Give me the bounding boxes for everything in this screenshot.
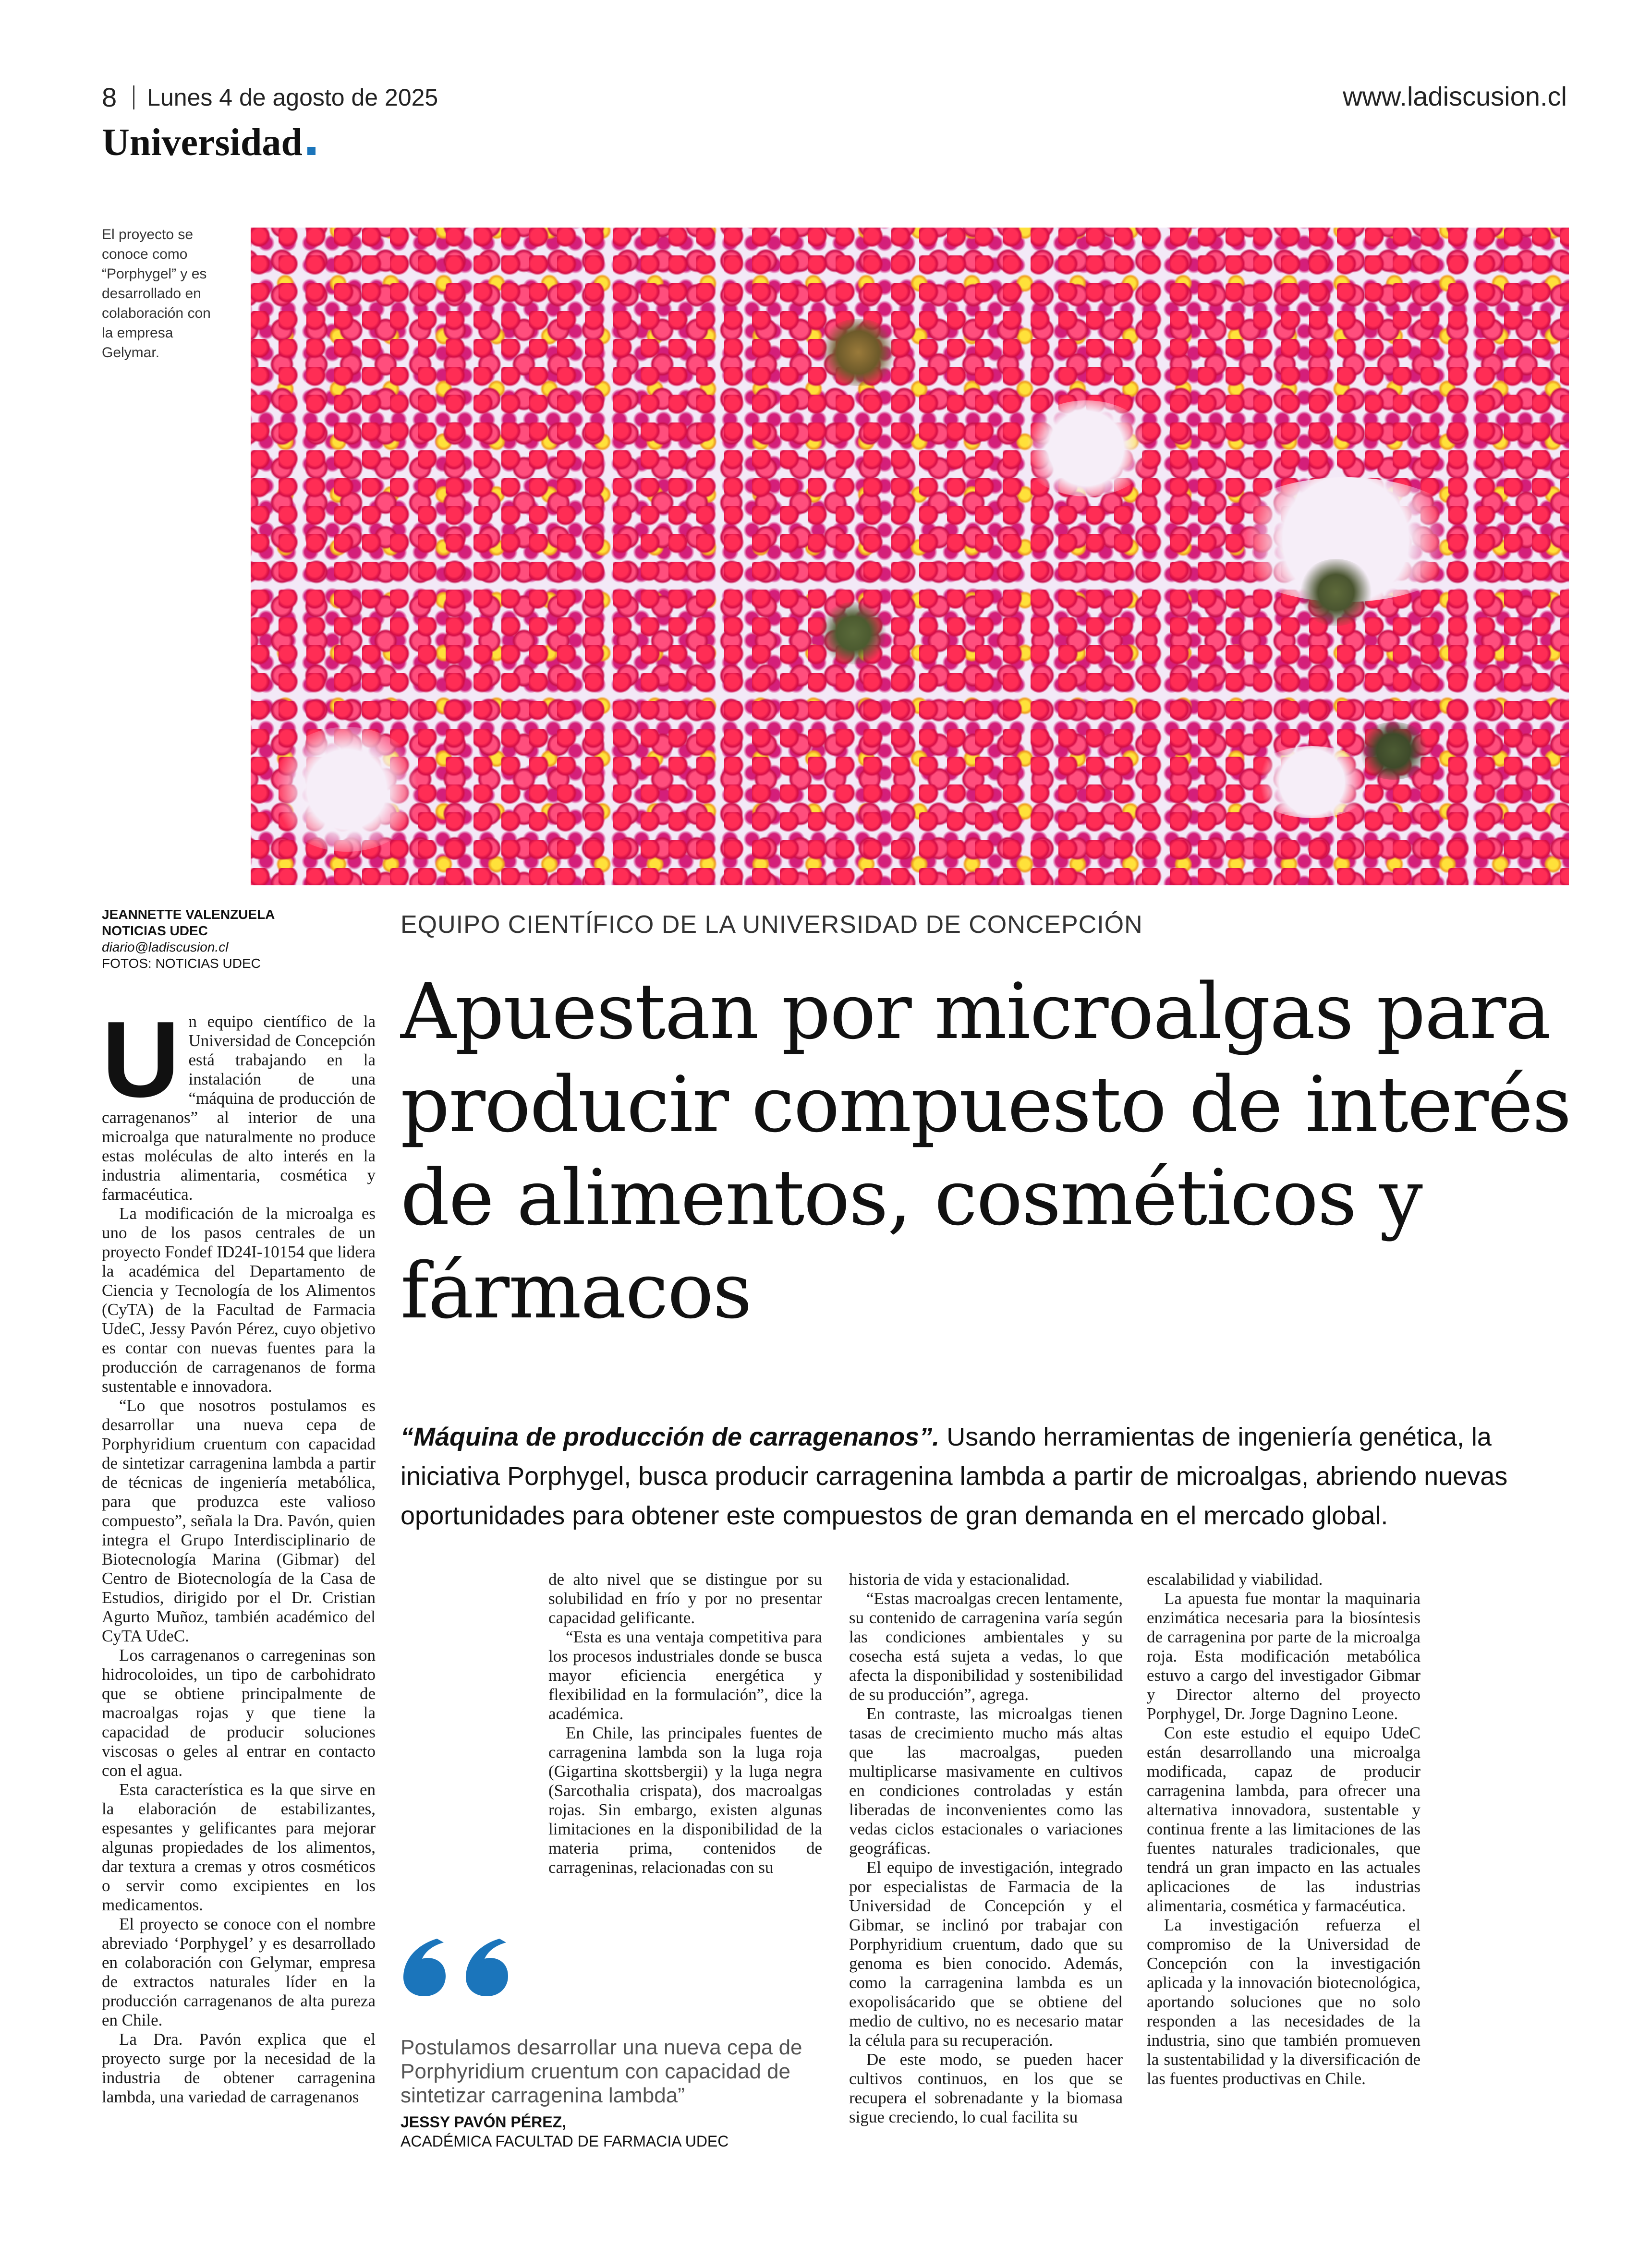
- paragraph: En Chile, las principales fuentes de carragenina lambda son la luga roja (Gigartina skottsbergii) y la luga negra (Sarcothalia crispata), dos macroalgas rojas. Sin embargo, existen algunas limitaciones en la disponibilidad de la materia prima, contenidos de carrageninas, relacionadas con su: [548, 1724, 822, 1877]
- paragraph: La apuesta fue montar la maquinaria enzimática necesaria para la biosíntesis de carragenina por parte de la microalga roja. Esta modificación metabólica estuvo a cargo del investigador Gibmar y Director alterno del proyecto Porphygel, Dr. Jorge Dagnino Leone.: [1147, 1589, 1420, 1723]
- paragraph: n equipo científico de la Universidad de Concepción está trabajando en la instalación de una “máquina de producción de carragenanos” al interior de una microalga que naturalmente no produce estas moléculas de alto interés en la industria alimentaria, cosmética y farmacéutica.: [102, 1012, 376, 1204]
- article-headline: Apuestan por microalgas para producir compuesto de interés de alimentos, cosméticos y fármacos: [401, 966, 1571, 1336]
- website-link[interactable]: www.ladiscusion.cl: [1343, 81, 1567, 111]
- deck-lead: “Máquina de producción de carragenanos”.: [401, 1423, 940, 1451]
- byline: [102, 906, 275, 972]
- paragraph: De este modo, se pueden hacer cultivos continuos, en los que se recupera el sobrenadante y la biomasa sigue creciendo, lo cual facilita su: [849, 2050, 1123, 2126]
- microalgae-photo: [251, 228, 1569, 885]
- section-title: [102, 121, 316, 165]
- cell-cluster: [817, 602, 889, 664]
- article-kicker: EQUIPO CIENTÍFICO DE LA UNIVERSIDAD DE CONCEPCIÓN: [401, 911, 1143, 939]
- page-folio: [102, 82, 438, 113]
- paragraph: El equipo de investigación, integrado por especialistas de Farmacia de la Universidad de Concepción y el Gibmar, se inclinó por trabajar con Porphyridium cruentum, dado que su genoma es bien conocido. Además, como la carragenina lambda es un exopolisácarido que se obtiene del medio de cultivo, no es necesario matar la célula para su recuperación.: [849, 1858, 1123, 2050]
- paragraph: Con este estudio el equipo UdeC están desarrollando una microalga modificada, capaz de producir carragenina lambda, para ofrecer una alternativa innovadora, sustentable y continua frente a las limitaciones de las fuentes naturales tradicionales, que tendrá un gran impacto en las actuales aplicaciones de las industrias alimentaria, cosmética y farmacéutica.: [1147, 1724, 1420, 1915]
- drop-cap: U: [102, 999, 180, 1120]
- paragraph: escalabilidad y viabilidad.: [1147, 1570, 1323, 1589]
- quote-mark-left: [403, 1939, 446, 1996]
- deck-text: Usando herramientas de ingeniería genética, la iniciativa Porphygel, busca producir carragenina lambda a partir de microalgas, abriendo nuevas oportunidades para obtener este compuestos de gran demanda en el mercado global.: [401, 1423, 1508, 1530]
- paragraph: Esta característica es la que sirve en la elaboración de estabilizantes, espesantes y gelificantes para mejorar algunas propiedades de los alimentos, dar textura a cremas y otros cosméticos o servir como excipientes en los medicamentos.: [102, 1780, 376, 1914]
- paragraph: La modificación de la microalga es uno de los pasos centrales de un proyecto Fondef ID24I-10154 que lidera la académica del Departamento de Ciencia y Tecnología de los Alimentos (CyTA) de la Facultad de Farmacia UdeC, Jessy Pavón Pérez, cuyo objetivo es contar con nuevas fuentes para la producción de carragenanos de forma sustentable e innovadora.: [102, 1204, 376, 1396]
- cell-cluster: [1355, 722, 1432, 780]
- paragraph: “Esta es una ventaja competitiva para los procesos industriales donde se busca mayor eficiencia energética y flexibilidad en la formulación”, dice la académica.: [548, 1628, 822, 1723]
- byline-outlet: NOTICIAS UDEC: [102, 923, 208, 938]
- cell-cluster: [817, 319, 899, 386]
- quote-author: JESSY PAVÓN PÉREZ,: [401, 2113, 566, 2131]
- paragraph: historia de vida y estacionalidad.: [849, 1570, 1070, 1589]
- article-column-4: [1147, 1570, 1420, 2088]
- article-column-2: [548, 1570, 822, 1877]
- pull-quote-attribution: [401, 2112, 728, 2151]
- page-number: 8: [102, 82, 117, 112]
- quote-author-role: ACADÉMICA FACULTAD DE FARMACIA UDEC: [401, 2133, 729, 2150]
- article-deck: [401, 1417, 1582, 1535]
- paragraph: El proyecto se conoce con el nombre abreviado ‘Porphygel’ y es desarrollado en colaboración con Gelymar, empresa de extractos naturales líder en la producción carragenanos de alta pureza en Chile.: [102, 1915, 376, 2029]
- cell-cluster: [1298, 559, 1374, 626]
- section-label: Universidad: [102, 121, 303, 164]
- quote-marks-icon: [400, 1930, 529, 1997]
- quote-marks-svg: [400, 1930, 529, 1997]
- cell-cluster: [1019, 400, 1153, 496]
- pull-quote-text: Postulamos desarrollar una nueva cepa de Porphyridium cruentum con capacidad de sintetizar carragenina lambda”: [401, 2036, 802, 2107]
- quote-mark-right: [466, 1939, 508, 1996]
- paragraph: La Dra. Pavón explica que el proyecto surge por la necesidad de la industria de obtener carragenina lambda, una variedad de carragenanos: [102, 2030, 376, 2106]
- byline-author: JEANNETTE VALENZUELA: [102, 907, 275, 922]
- paragraph: Los carragenanos o carregeninas son hidrocoloides, un tipo de carbohidrato que se obtiene principalmente de macroalgas rojas y que tiene la capacidad de producir soluciones viscosas o geles al entrar en contacto con el agua.: [102, 1646, 376, 1780]
- section-dot-icon: [307, 147, 316, 155]
- article-column-3: [849, 1570, 1123, 2127]
- issue-date: Lunes 4 de agosto de 2025: [147, 84, 438, 111]
- byline-photo-credit: FOTOS: NOTICIAS UDEC: [102, 956, 261, 971]
- paragraph: La investigación refuerza el compromiso de la Universidad de Concepción con la investigación aplicada y la innovación biotecnológica, aportando soluciones que no solo responden a las necesidades de la industria, sino que también promueven la sustentabilidad y la diversificación de las fuentes productivas en Chile.: [1147, 1916, 1420, 2088]
- folio-divider: [133, 85, 134, 109]
- paragraph: de alto nivel que se distingue por su solubilidad en frío y por no presentar capacidad gelificante.: [548, 1570, 822, 1627]
- paragraph: En contraste, las microalgas tienen tasas de crecimiento mucho más altas que las macroalgas, pueden multiplicarse masivamente en cultivos en condiciones controladas y están liberadas de inconvenientes como las vedas ciclos estacionales o variaciones geográficas.: [849, 1704, 1123, 1858]
- photo-caption: El proyecto se conoce como “Porphygel” y es desarrollado en colaboración con la empresa Gelymar.: [102, 227, 211, 361]
- paragraph: “Lo que nosotros postulamos es desarrollar una nueva cepa de Porphyridium cruentum con capacidad de sintetizar carragenina lambda a partir de técnicas de ingeniería metabólica, para que produzca este valioso compuesto”, señala la Dra. Pavón, quien integra el Grupo Interdisciplinario de Biotecnología Marina (Gibmar) del Centro de Biotecnología de la Casa de Estudios, dirigido por el Dr. Cristian Agurto Muñoz, también académico del CyTA UdeC.: [102, 1396, 376, 1645]
- cell-cluster: [270, 727, 424, 852]
- paragraph: “Estas macroalgas crecen lentamente, su contenido de carragenina varía según las condiciones ambientales y su cosecha está sujeta a vedas, lo que afecta la disponibilidad y sostenibilidad de su producción”, agrega.: [849, 1589, 1123, 1704]
- byline-email[interactable]: diario@ladiscusion.cl: [102, 940, 229, 954]
- article-column-1: [102, 999, 376, 2107]
